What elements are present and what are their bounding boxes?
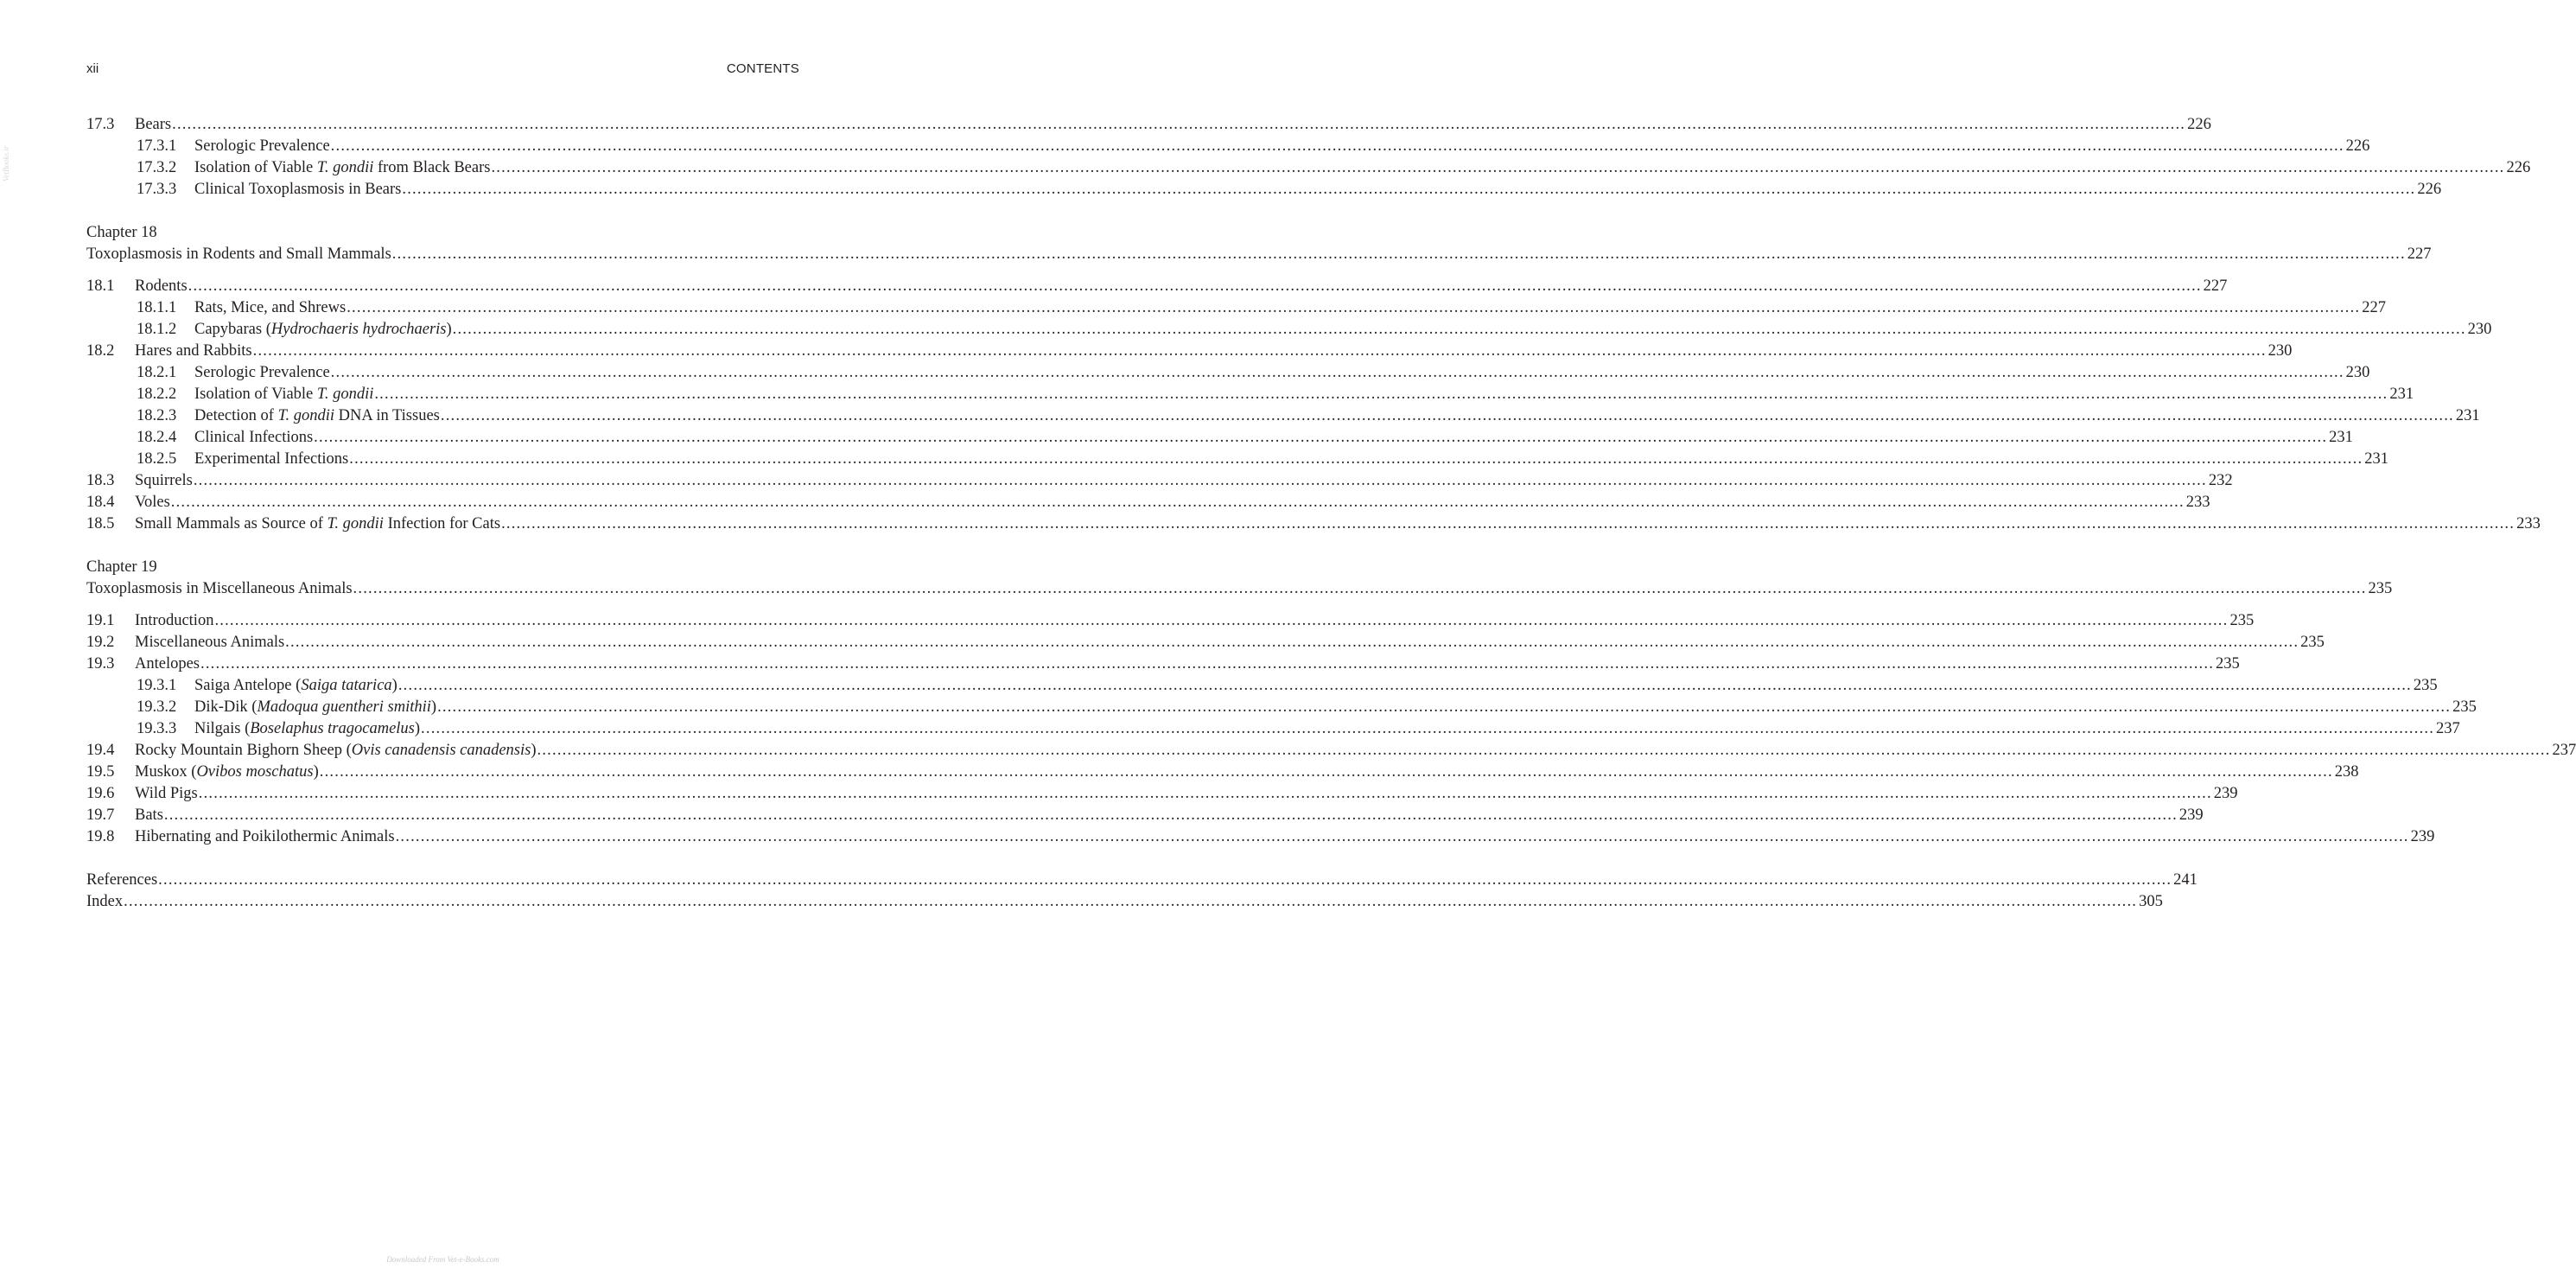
entry-leader-line [194,675,2438,697]
dot-leader: ................................................................................................................................................................................................................................................................................................................................................................................................................ [252,342,2267,360]
running-title: CONTENTS [726,61,799,76]
entry-title [194,179,402,201]
italic-title-fragment: T. gondii [316,386,374,403]
title-fragment: Toxoplasmosis in Rodents and Small Mammals [86,245,391,263]
page-folio: xii [86,61,99,76]
italic-title-fragment: Madoqua guentheri smithii [257,698,431,716]
toc-subsection-entry[interactable] [86,697,2477,718]
dot-leader: ................................................................................................................................................................................................................................................................................................................................................................................................................ [193,472,2207,489]
title-fragment: References [86,871,158,889]
entry-leader-line [135,513,2541,535]
section-number: 19.3.1 [137,677,177,694]
page-number: 237 [2434,718,2460,740]
entry-leader-line [135,341,2293,362]
entry-title [194,697,437,718]
title-fragment: from Black Bears [373,159,491,176]
page-number: 235 [2412,675,2438,697]
dot-leader: ................................................................................................................................................................................................................................................................................................................................................................................................................ [198,785,2212,802]
entry-title [194,362,331,384]
section-number: 17.3.2 [137,159,177,176]
title-fragment: Capybaras ( [194,321,271,338]
toc-section-entry[interactable] [86,341,2293,362]
page-number: 231 [2363,449,2388,470]
page-number: 226 [2504,157,2530,179]
entry-title [135,492,171,513]
dot-leader: ................................................................................................................................................................................................................................................................................................................................................................................................................ [319,763,2333,781]
entry-title [135,114,172,136]
section-number: 18.5 [86,515,115,532]
entry-leader-line [194,697,2477,718]
section-number: 19.1 [86,612,115,629]
dot-leader: ................................................................................................................................................................................................................................................................................................................................................................................................................ [347,299,2361,316]
title-fragment: ) [430,698,437,716]
entry-title [86,870,158,891]
page-number: 230 [2466,319,2492,341]
entry-title [135,783,199,805]
entry-leader-line [135,826,2435,848]
toc-chapter-entry[interactable] [86,891,2163,913]
title-fragment: Muskox ( [135,763,197,781]
title-fragment: Antelopes [135,655,200,673]
entry-leader-line [135,114,2211,136]
entry-title [135,470,194,492]
entry-title [194,427,314,449]
page-number: 232 [2207,470,2233,492]
dot-leader: ................................................................................................................................................................................................................................................................................................................................................................................................................ [330,137,2344,155]
page-number: 237 [2551,740,2576,762]
entry-leader-line [135,470,2233,492]
entry-leader-line [194,179,2442,201]
title-fragment: Index [86,893,124,910]
spacer [86,848,799,870]
entry-leader-line [194,319,2492,341]
entry-title [135,826,396,848]
dot-leader: ................................................................................................................................................................................................................................................................................................................................................................................................................ [200,655,2215,673]
italic-title-fragment: Saiga tatarica [301,677,392,694]
toc-section-entry[interactable] [86,492,2210,513]
title-fragment: Clinical Toxoplasmosis in Bears [194,181,402,198]
section-number: 18.3 [86,472,115,489]
title-fragment: Serologic Prevalence [194,364,330,381]
page-number: 231 [2454,405,2480,427]
page-number: 230 [2344,362,2370,384]
title-fragment: ) [391,677,398,694]
italic-title-fragment: Boselaphus tragocamelus [250,720,415,737]
title-fragment: Wild Pigs [135,785,198,802]
page-number: 238 [2333,762,2359,783]
title-fragment: ) [531,742,537,759]
entry-leader-line [135,610,2255,632]
entry-title [135,276,188,297]
entry-leader-line [194,405,2480,427]
dot-leader: ................................................................................................................................................................................................................................................................................................................................................................................................................ [214,612,2229,629]
toc-subsection-entry[interactable] [86,319,2492,341]
toc-chapter-entry[interactable] [86,578,2393,600]
entry-title [194,405,441,427]
page-number: 305 [2137,891,2163,913]
page-number: 235 [2367,578,2393,600]
title-fragment: Rats, Mice, and Shrews [194,299,347,316]
section-number: 19.5 [86,763,115,781]
page-number: 239 [2212,783,2238,805]
page-number: 227 [2406,244,2432,265]
entry-title [86,891,124,913]
section-number: 19.6 [86,785,115,802]
toc-subsection-entry[interactable] [86,179,2442,201]
entry-leader-line [194,136,2370,157]
toc-subsection-entry[interactable] [86,405,2480,427]
spacer [86,600,799,610]
title-fragment: Infection for Cats [383,515,501,532]
toc-section-entry[interactable] [86,632,2325,653]
section-number: 19.4 [86,742,115,759]
entry-title [135,632,285,653]
section-number: 18.1.2 [137,321,177,338]
toc-section-entry[interactable] [86,783,2238,805]
toc-subsection-entry[interactable] [86,427,2353,449]
page-number: 227 [2202,276,2228,297]
title-fragment: Experimental Infections [194,450,349,468]
dot-leader: ................................................................................................................................................................................................................................................................................................................................................................................................................ [452,321,2466,338]
table-of-contents [86,114,2576,913]
italic-title-fragment: Ovis canadensis canadensis [351,742,531,759]
title-fragment: Voles [135,494,170,511]
entry-title [194,384,374,405]
side-watermark: VetBooks.ir [2,145,10,182]
toc-section-entry[interactable] [86,653,2240,675]
title-fragment: Clinical Infections [194,429,314,446]
page-number: 231 [2388,384,2414,405]
entry-leader-line [86,578,2393,600]
title-fragment: Squirrels [135,472,193,489]
title-fragment: Dik-Dik ( [194,698,258,716]
toc-section-entry[interactable] [86,762,2359,783]
dot-leader: ................................................................................................................................................................................................................................................................................................................................................................................................................ [163,806,2178,824]
page-number: 227 [2360,297,2386,319]
italic-title-fragment: T. gondii [327,515,384,532]
toc-section-entry[interactable] [86,276,2228,297]
dot-leader: ................................................................................................................................................................................................................................................................................................................................................................................................................ [398,677,2412,694]
dot-leader: ................................................................................................................................................................................................................................................................................................................................................................................................................ [330,364,2344,381]
entry-title [135,341,253,362]
toc-section-entry[interactable] [86,470,2233,492]
italic-title-fragment: T. gondii [277,407,335,424]
page-number: 235 [2451,697,2477,718]
title-fragment: Bats [135,806,163,824]
entry-title [86,244,392,265]
entry-leader-line [194,427,2353,449]
entry-leader-line [135,805,2204,826]
dot-leader: ................................................................................................................................................................................................................................................................................................................................................................................................................ [353,580,2367,597]
toc-chapter-entry[interactable] [86,870,2198,891]
toc-section-entry[interactable] [86,610,2255,632]
entry-title [194,157,491,179]
title-fragment: Hares and Rabbits [135,342,252,360]
dot-leader: ................................................................................................................................................................................................................................................................................................................................................................................................................ [285,634,2299,651]
italic-title-fragment: T. gondii [316,159,374,176]
title-fragment: Bears [135,116,172,133]
page-number: 230 [2267,341,2293,362]
page-number: 235 [2299,632,2325,653]
page-number: 233 [2515,513,2541,535]
toc-subsection-entry[interactable] [86,675,2438,697]
entry-leader-line [135,492,2210,513]
entry-title [135,740,537,762]
title-fragment: Isolation of Viable [194,386,317,403]
entry-title [135,610,214,632]
dot-leader: ................................................................................................................................................................................................................................................................................................................................................................................................................ [440,407,2454,424]
page-number: 231 [2327,427,2353,449]
title-fragment: Small Mammals as Source of [135,515,328,532]
entry-leader-line [194,384,2414,405]
italic-title-fragment: Ovibos moschatus [196,763,314,781]
dot-leader: ................................................................................................................................................................................................................................................................................................................................................................................................................ [349,450,2363,468]
page-number: 233 [2185,492,2210,513]
toc-subsection-entry[interactable] [86,136,2370,157]
title-fragment: Detection of [194,407,278,424]
section-number: 18.4 [86,494,115,511]
entry-title [135,762,320,783]
entry-title [86,578,353,600]
title-fragment: ) [414,720,421,737]
title-fragment: ) [313,763,319,781]
toc-section-entry[interactable] [86,740,2576,762]
toc-subsection-entry[interactable] [86,449,2389,470]
entry-leader-line [86,891,2163,913]
entry-title [194,449,349,470]
entry-leader-line [86,244,2432,265]
entry-title [194,319,453,341]
section-number: 17.3.1 [137,137,177,155]
italic-title-fragment: Hydrochaeris hydrochaeris [270,321,447,338]
entry-title [194,297,347,319]
page-number: 226 [2344,136,2370,157]
entry-leader-line [194,297,2386,319]
toc-section-entry[interactable] [86,805,2204,826]
dot-leader: ................................................................................................................................................................................................................................................................................................................................................................................................................ [537,742,2551,759]
dot-leader: ................................................................................................................................................................................................................................................................................................................................................................................................................ [124,893,2138,910]
toc-subsection-entry[interactable] [86,297,2386,319]
section-number: 18.1 [86,277,115,295]
title-fragment: Nilgais ( [194,720,251,737]
section-number: 18.1.1 [137,299,177,316]
section-number: 19.2 [86,634,115,651]
page-number: 226 [2185,114,2211,136]
toc-subsection-entry[interactable] [86,718,2460,740]
entry-leader-line [194,449,2389,470]
entry-leader-line [135,276,2228,297]
toc-subsection-entry[interactable] [86,157,2531,179]
entry-title [135,513,501,535]
entry-title [135,653,200,675]
entry-title [194,718,421,740]
page-number: 241 [2172,870,2198,891]
dot-leader: ................................................................................................................................................................................................................................................................................................................................................................................................................ [170,494,2185,511]
dot-leader: ................................................................................................................................................................................................................................................................................................................................................................................................................ [188,277,2202,295]
section-number: 19.8 [86,828,115,845]
entry-leader-line [194,157,2531,179]
page-number: 226 [2415,179,2441,201]
toc-section-entry[interactable] [86,826,2435,848]
entry-leader-line [135,653,2240,675]
entry-leader-line [194,718,2460,740]
entry-leader-line [135,783,2238,805]
title-fragment: Hibernating and Poikilothermic Animals [135,828,395,845]
title-fragment: Miscellaneous Animals [135,634,285,651]
section-number: 18.2 [86,342,115,360]
section-number: 18.2.2 [137,386,177,403]
section-number: 18.2.3 [137,407,177,424]
section-number: 17.3.3 [137,181,177,198]
section-number: 18.2.5 [137,450,177,468]
toc-chapter-entry[interactable] [86,244,2432,265]
chapter-label: Chapter 18 [86,224,157,241]
dot-leader: ................................................................................................................................................................................................................................................................................................................................................................................................................ [491,159,2505,176]
spacer [86,535,799,557]
title-fragment: Rodents [135,277,188,295]
toc-subsection-entry[interactable] [86,362,2370,384]
entry-title [194,136,331,157]
entry-leader-line [194,362,2370,384]
title-fragment: Isolation of Viable [194,159,317,176]
spacer [86,265,799,276]
section-number: 18.2.1 [137,364,177,381]
title-fragment: Saiga Antelope ( [194,677,302,694]
section-number: 17.3 [86,116,115,133]
dot-leader: ................................................................................................................................................................................................................................................................................................................................................................................................................ [158,871,2172,889]
dot-leader: ................................................................................................................................................................................................................................................................................................................................................................................................................ [501,515,2516,532]
title-fragment: Rocky Mountain Bighorn Sheep ( [135,742,352,759]
entry-leader-line [135,632,2325,653]
dot-leader: ................................................................................................................................................................................................................................................................................................................................................................................................................ [374,386,2388,403]
section-number: 18.2.4 [137,429,177,446]
entry-title [194,675,398,697]
toc-section-entry[interactable] [86,513,2541,535]
section-number: 19.3 [86,655,115,673]
title-fragment: DNA in Tissues [334,407,440,424]
section-number: 19.7 [86,806,115,824]
running-head [86,61,799,79]
dot-leader: ................................................................................................................................................................................................................................................................................................................................................................................................................ [314,429,2328,446]
entry-leader-line [135,740,2576,762]
entry-title [135,805,164,826]
section-number: 19.3.2 [137,698,177,716]
title-fragment: Toxoplasmosis in Miscellaneous Animals [86,580,353,597]
title-fragment: Introduction [135,612,214,629]
page-number: 235 [2228,610,2254,632]
dot-leader: ................................................................................................................................................................................................................................................................................................................................................................................................................ [395,828,2409,845]
entry-leader-line [86,870,2198,891]
title-fragment: Serologic Prevalence [194,137,330,155]
footer-watermark: Downloaded From Vet-e-Books.com [386,1255,499,1264]
dot-leader: ................................................................................................................................................................................................................................................................................................................................................................................................................ [391,245,2406,263]
chapter-label: Chapter 19 [86,558,157,576]
entry-leader-line [135,762,2359,783]
section-number: 19.3.3 [137,720,177,737]
spacer [86,201,799,222]
dot-leader: ................................................................................................................................................................................................................................................................................................................................................................................................................ [437,698,2452,716]
dot-leader: ................................................................................................................................................................................................................................................................................................................................................................................................................ [402,181,2416,198]
dot-leader: ................................................................................................................................................................................................................................................................................................................................................................................................................ [421,720,2435,737]
title-fragment: ) [446,321,452,338]
page-number: 239 [2178,805,2204,826]
page-number: 235 [2214,653,2240,675]
toc-subsection-entry[interactable] [86,384,2414,405]
toc-section-entry[interactable] [86,114,2211,136]
page-number: 239 [2409,826,2435,848]
dot-leader: ................................................................................................................................................................................................................................................................................................................................................................................................................ [172,116,2186,133]
